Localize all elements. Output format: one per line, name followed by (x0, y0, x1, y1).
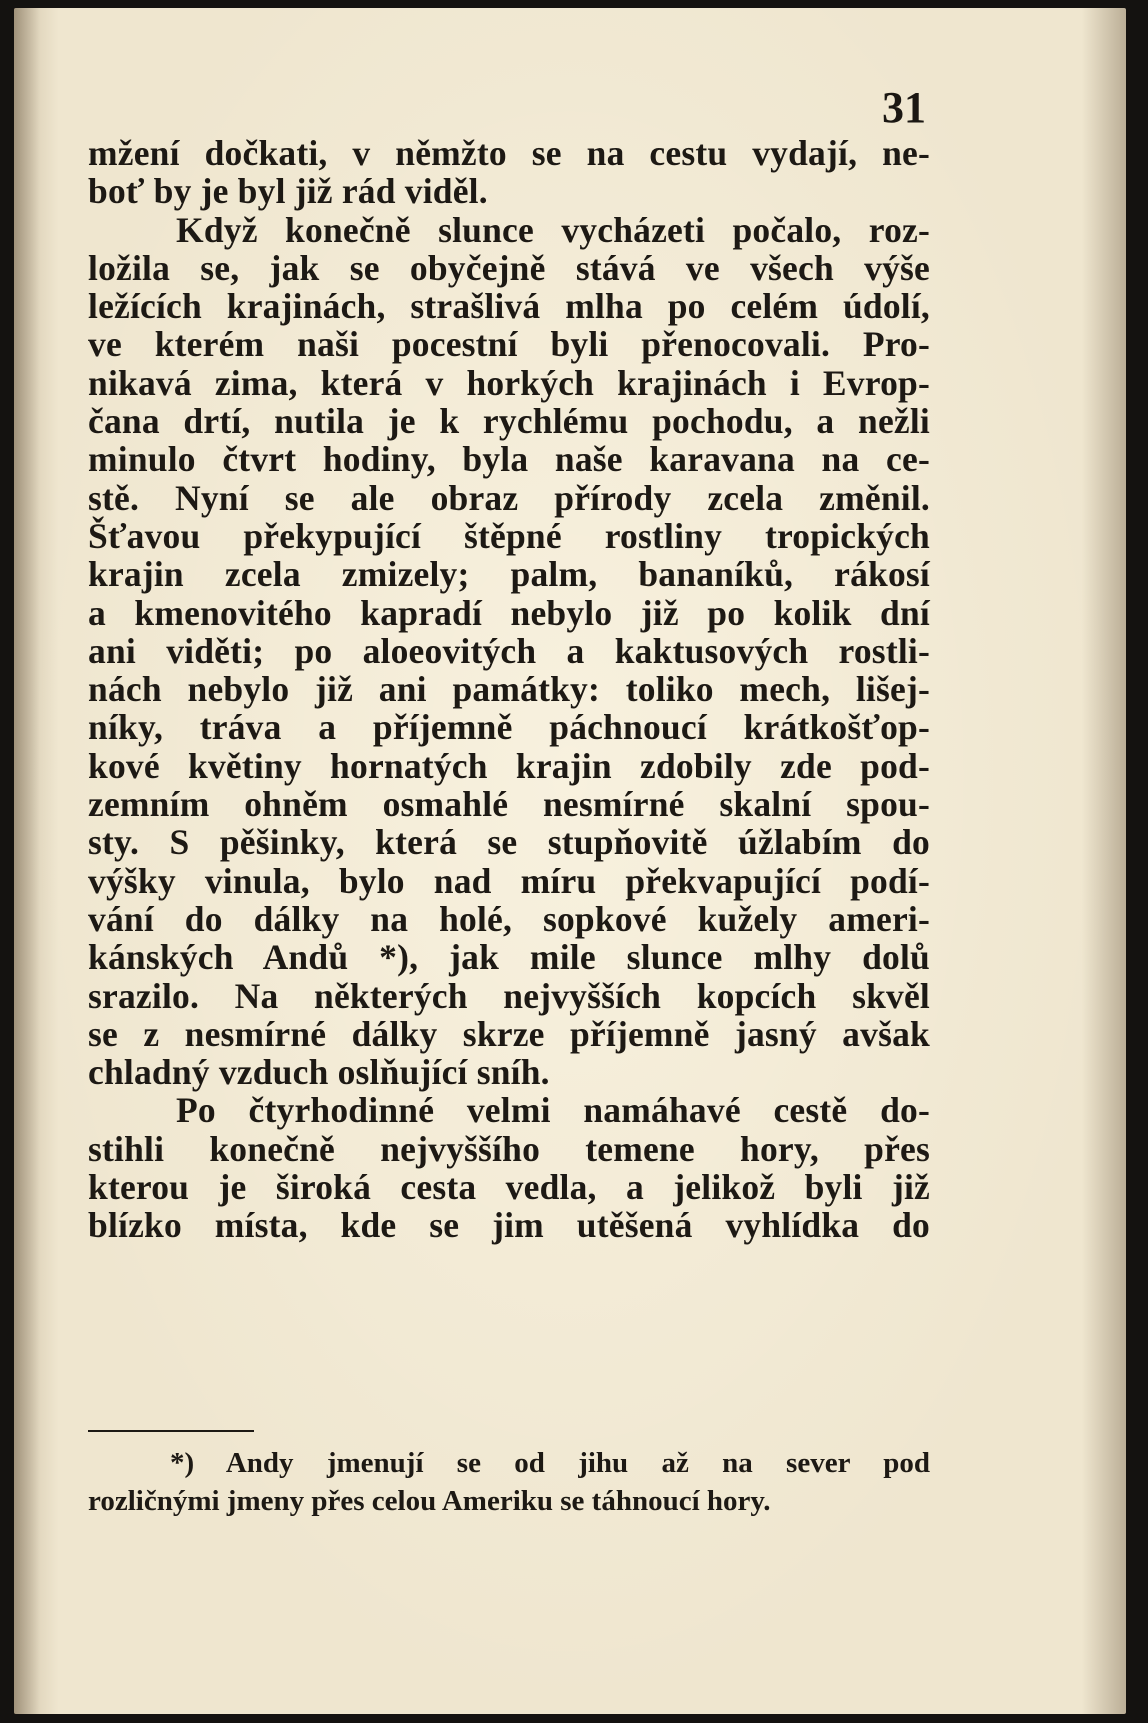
text-line: stihli konečně nejvyššího temene hory, přes (88, 1128, 930, 1169)
text-line: chladný vzduch oslňující sníh. (88, 1052, 550, 1093)
text-line: minulo čtvrt hodiny, byla naše karavana na ce- (88, 439, 930, 480)
text-line: se z nesmírné dálky skrze příjemně jasný avšak (88, 1013, 930, 1054)
footnote-line: rozličnými jmeny přes celou Ameriku se táhnoucí hory. (88, 1485, 771, 1517)
text-line: zemním ohněm osmahlé nesmírné skalní spou- (88, 784, 930, 825)
text-line: nikavá zima, která v horkých krajinách i Evrop- (88, 362, 930, 403)
text-line: vání do dálky na holé, sopkové kužely ameri- (88, 898, 930, 939)
text-line: mžení dočkati, v němžto se na cestu vydají, ne- (88, 133, 930, 173)
text-line: Šťavou překypující štěpné rostliny tropických (88, 515, 930, 556)
text-line: nách nebylo již ani památky: toliko mech, lišej- (88, 669, 930, 710)
text-line: boť by je byl již rád viděl. (88, 171, 488, 212)
text-line: kové květiny hornatých krajin zdobily zde pod- (88, 745, 930, 786)
gutter-shadow (14, 8, 40, 1714)
text-line: ložila se, jak se obyčejně stává ve všech výše (88, 247, 930, 288)
text-line: stě. Nyní se ale obraz přírody zcela změnil. (88, 477, 930, 518)
text-line: krajin zcela zmizely; palm, bananíků, rákosí (88, 554, 930, 595)
text-line: čana drtí, nutila je k rychlému pochodu, a nežli (88, 401, 930, 442)
text-line: ležících krajinách, strašlivá mlha po celém údolí, (88, 286, 930, 327)
text-line: níky, tráva a příjemně páchnoucí krátkošťop- (88, 707, 930, 748)
footnote (88, 1444, 930, 1520)
text-line: a kmenovitého kapradí nebylo již po kolik dní (88, 592, 930, 633)
text-line: srazilo. Na některých nejvyšších kopcích skvěl (88, 975, 930, 1016)
text-line: ve kterém naši pocestní byli přenocovali. Pro- (88, 324, 930, 365)
text-line: kánských Andů *), jak mile slunce mlhy dolů (88, 937, 930, 978)
text-line: ani viděti; po aloeovitých a kaktusových rostli- (88, 630, 930, 671)
text-line: kterou je široká cesta vedla, a jelikož byli již (88, 1167, 930, 1208)
text-line: Po čtyrhodinné velmi namáhavé cestě do- (176, 1090, 930, 1131)
body-text (88, 134, 930, 1245)
text-line: výšky vinula, bylo nad míru překvapující podí- (88, 860, 930, 901)
page-number: 31 (882, 83, 926, 132)
footnote-line: *) Andy jmenují se od jihu až na sever pod (170, 1447, 930, 1479)
footnote-divider (88, 1430, 254, 1432)
text-line: Když konečně slunce vycházeti počalo, roz- (176, 209, 930, 250)
text-line: sty. S pěšinky, která se stupňovitě úžlabím do (88, 822, 930, 863)
text-line: blízko místa, kde se jim utěšená vyhlídka do (88, 1205, 930, 1246)
